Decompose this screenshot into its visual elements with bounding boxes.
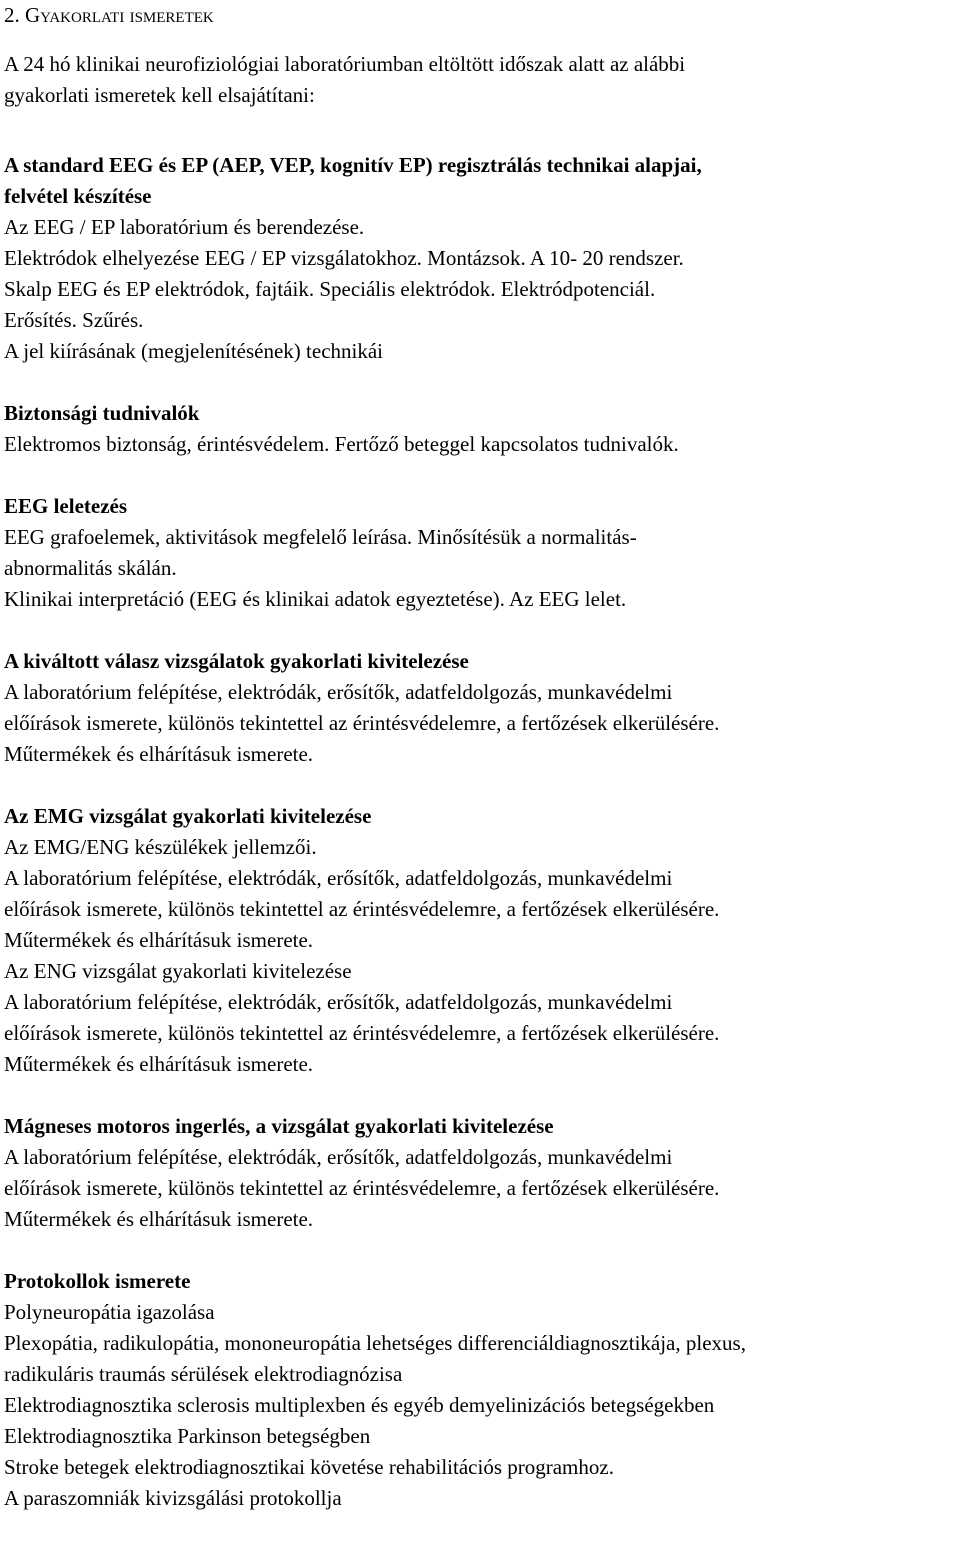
section-line: Stroke betegek elektrodiagnosztikai követése rehabilitációs programhoz.: [4, 1455, 614, 1479]
section-line: A laboratórium felépítése, elektródák, erősítők, adatfeldolgozás, munkavédelmi: [4, 680, 673, 704]
section-heading-line: A standard EEG és EP (AEP, VEP, kognitív EP) regisztrálás technikai alapjai,: [4, 153, 702, 177]
intro-paragraph: [4, 49, 960, 111]
section-line: A laboratórium felépítése, elektródák, erősítők, adatfeldolgozás, munkavédelmi: [4, 990, 673, 1014]
section-title: Gyakorlati ismeretek: [25, 3, 214, 27]
section-line: EEG grafoelemek, aktivitások megfelelő leírása. Minősítésük a normalitás-: [4, 525, 637, 549]
section-line: abnormalitás skálán.: [4, 556, 177, 580]
spacer: [4, 1235, 960, 1266]
section-heading-line: Az EMG vizsgálat gyakorlati kivitelezése: [4, 804, 372, 828]
section-line: előírások ismerete, különös tekintettel az érintésvédelemre, a fertőzések elkerülésére.: [4, 897, 720, 921]
section-line: Polyneuropátia igazolása: [4, 1300, 215, 1324]
section-line: Skalp EEG és EP elektródok, fajtáik. Speciális elektródok. Elektródpotenciál.: [4, 277, 656, 301]
section-line: Az EEG / EP laboratórium és berendezése.: [4, 215, 365, 239]
section-line: Műtermékek és elhárításuk ismerete.: [4, 1207, 314, 1231]
section-line: Erősítés. Szűrés.: [4, 308, 144, 332]
section-eeg-ep-technique: [4, 150, 960, 367]
section-line: Az ENG vizsgálat gyakorlati kivitelezése: [4, 959, 352, 983]
section-heading: [4, 0, 960, 31]
document-page: [4, 0, 960, 1514]
section-line: Klinikai interpretáció (EEG és klinikai adatok egyeztetése). Az EEG lelet.: [4, 587, 627, 611]
section-protocols: [4, 1266, 960, 1514]
spacer: [4, 31, 960, 49]
section-line: előírások ismerete, különös tekintettel az érintésvédelemre, a fertőzések elkerülésére.: [4, 1021, 720, 1045]
section-heading-line: EEG leletezés: [4, 494, 128, 518]
section-safety: [4, 398, 960, 460]
section-heading-line: Mágneses motoros ingerlés, a vizsgálat gyakorlati kivitelezése: [4, 1114, 554, 1138]
spacer: [4, 770, 960, 801]
section-line: Elektródok elhelyezése EEG / EP vizsgálatokhoz. Montázsok. A 10- 20 rendszer.: [4, 246, 684, 270]
section-evoked-response: [4, 646, 960, 770]
section-line: A laboratórium felépítése, elektródák, erősítők, adatfeldolgozás, munkavédelmi: [4, 866, 673, 890]
section-line: Elektrodiagnosztika Parkinson betegségben: [4, 1424, 371, 1448]
section-line: Műtermékek és elhárításuk ismerete.: [4, 1052, 314, 1076]
section-line: Plexopátia, radikulopátia, mononeuropátia lehetséges differenciáldiagnosztikája, plexus,: [4, 1331, 746, 1355]
section-number: 2.: [4, 3, 20, 27]
section-line: Elektrodiagnosztika sclerosis multiplexben és egyéb demyelinizációs betegségekben: [4, 1393, 715, 1417]
intro-line: gyakorlati ismeretek kell elsajátítani:: [4, 83, 315, 107]
section-eeg-reporting: [4, 491, 960, 615]
section-line: Az EMG/ENG készülékek jellemzői.: [4, 835, 317, 859]
intro-line: A 24 hó klinikai neurofiziológiai laboratóriumban eltöltött időszak alatt az alábbi: [4, 52, 686, 76]
section-heading-line: A kiváltott válasz vizsgálatok gyakorlati kivitelezése: [4, 649, 469, 673]
spacer: [4, 1080, 960, 1111]
section-magnetic-stimulation: [4, 1111, 960, 1235]
section-line: Műtermékek és elhárításuk ismerete.: [4, 928, 314, 952]
section-line: radikuláris traumás sérülések elektrodiagnózisa: [4, 1362, 403, 1386]
section-line: előírások ismerete, különös tekintettel az érintésvédelemre, a fertőzések elkerülésére.: [4, 711, 720, 735]
section-heading-line: Protokollok ismerete: [4, 1269, 191, 1293]
spacer: [4, 460, 960, 491]
section-line: A jel kiírásának (megjelenítésének) technikái: [4, 339, 384, 363]
section-line: előírások ismerete, különös tekintettel az érintésvédelemre, a fertőzések elkerülésére.: [4, 1176, 720, 1200]
spacer: [4, 111, 960, 142]
section-line: A laboratórium felépítése, elektródák, erősítők, adatfeldolgozás, munkavédelmi: [4, 1145, 673, 1169]
spacer: [4, 367, 960, 398]
section-line: A paraszomniák kivizsgálási protokollja: [4, 1486, 342, 1510]
section-line: Műtermékek és elhárításuk ismerete.: [4, 742, 314, 766]
section-heading-line: felvétel készítése: [4, 184, 152, 208]
section-emg: [4, 801, 960, 1080]
spacer: [4, 615, 960, 646]
section-line: Elektromos biztonság, érintésvédelem. Fertőző beteggel kapcsolatos tudnivalók.: [4, 432, 679, 456]
section-heading-line: Biztonsági tudnivalók: [4, 401, 200, 425]
